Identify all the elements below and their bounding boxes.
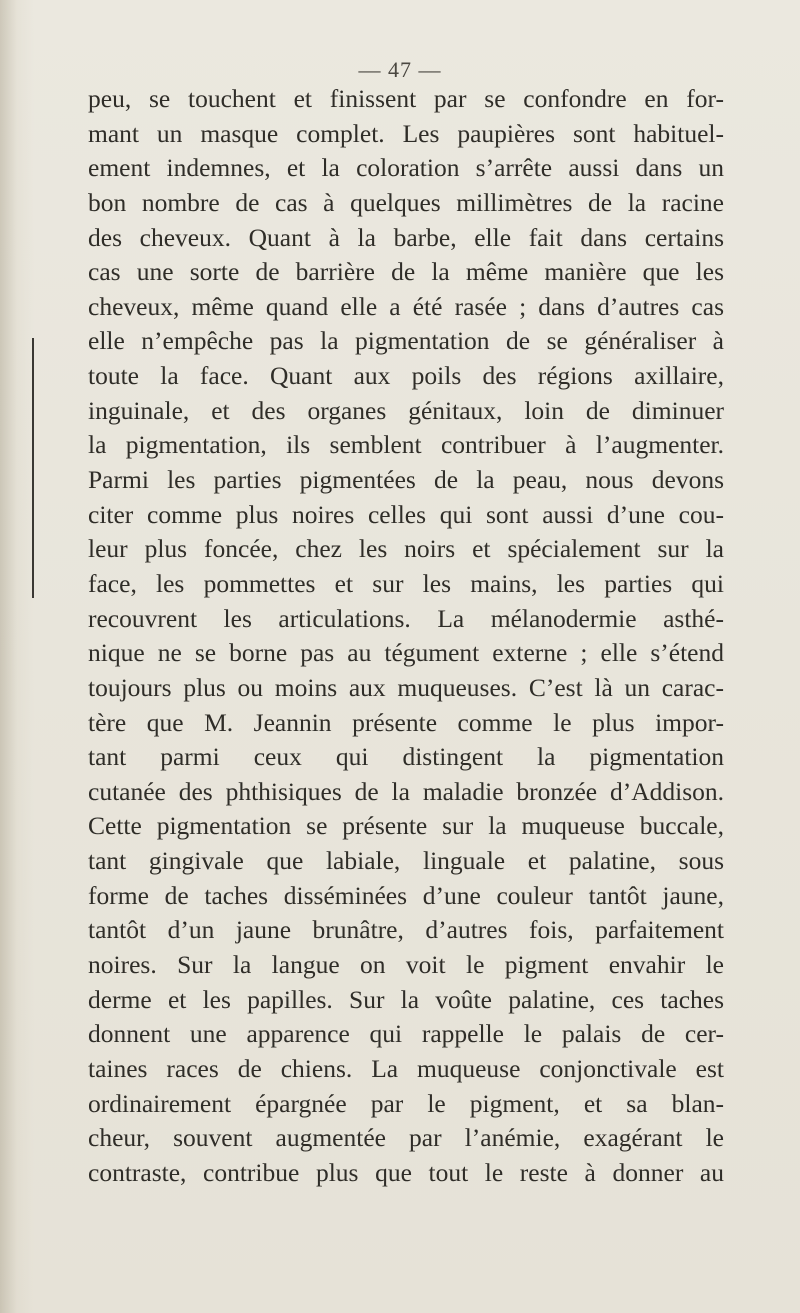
text-line: ordinairement épargnée par le pigment, et sa blan-: [88, 1088, 724, 1118]
text-line: bon nombre de cas à quelques millimètres de la racine: [88, 187, 724, 217]
text-line: donnent une apparence qui rappelle le palais de cer-: [88, 1019, 724, 1049]
text-line: tantôt d’un jaune brunâtre, d’autres fois, parfaitement: [88, 915, 724, 945]
text-line: noires. Sur la langue on voit le pigment envahir le: [88, 950, 724, 980]
text-line: tant gingivale que labiale, linguale et palatine, sous: [88, 846, 724, 876]
body-text: [88, 82, 724, 1191]
page-gutter-shadow: [0, 0, 34, 1313]
text-line: elle n’empêche pas la pigmentation de se généraliser à: [88, 326, 724, 356]
text-line: cheur, souvent augmentée par l’anémie, exagérant le: [88, 1123, 724, 1153]
text-line: mant un masque complet. Les paupières sont habituel-: [88, 118, 724, 148]
page-number: — 47 —: [358, 57, 442, 82]
text-line: cutanée des phthisiques de la maladie bronzée d’Addison.: [88, 776, 724, 806]
text-line: tère que M. Jeannin présente comme le plus impor-: [88, 707, 724, 737]
text-line: cheveux, même quand elle a été rasée ; dans d’autres cas: [88, 291, 724, 321]
text-line: nique ne se borne pas au tégument externe ; elle s’étend: [88, 638, 724, 668]
text-line: des cheveux. Quant à la barbe, elle fait dans certains: [88, 222, 724, 252]
text-line: derme et les papilles. Sur la voûte palatine, ces taches: [88, 984, 724, 1014]
text-line: recouvrent les articulations. La mélanodermie asthé-: [88, 603, 724, 633]
text-line: forme de taches disséminées d’une couleur tantôt jaune,: [88, 880, 724, 910]
text-line: leur plus foncée, chez les noirs et spécialement sur la: [88, 534, 724, 564]
text-line: toute la face. Quant aux poils des régions axillaire,: [88, 361, 724, 391]
text-line: Parmi les parties pigmentées de la peau, nous devons: [88, 465, 724, 495]
text-line: peu, se touchent et finissent par se confondre en for-: [88, 84, 724, 113]
text-line: toujours plus ou moins aux muqueuses. C’est là un carac-: [88, 672, 724, 702]
text-line: citer comme plus noires celles qui sont aussi d’une cou-: [88, 499, 724, 529]
text-line: contraste, contribue plus que tout le reste à donner au: [88, 1157, 724, 1187]
text-line: ement indemnes, et la coloration s’arrête aussi dans un: [88, 153, 724, 183]
text-line: Cette pigmentation se présente sur la muqueuse buccale,: [88, 811, 724, 841]
text-line: tant parmi ceux qui distingent la pigmentation: [88, 742, 724, 772]
text-line: cas une sorte de barrière de la même manière que les: [88, 257, 724, 287]
text-line: face, les pommettes et sur les mains, les parties qui: [88, 568, 724, 598]
margin-rule: [32, 338, 34, 598]
text-line: la pigmentation, ils semblent contribuer à l’augmenter.: [88, 430, 724, 460]
text-line: inguinale, et des organes génitaux, loin de diminuer: [88, 395, 724, 425]
text-line: taines races de chiens. La muqueuse conjonctivale est: [88, 1053, 724, 1083]
